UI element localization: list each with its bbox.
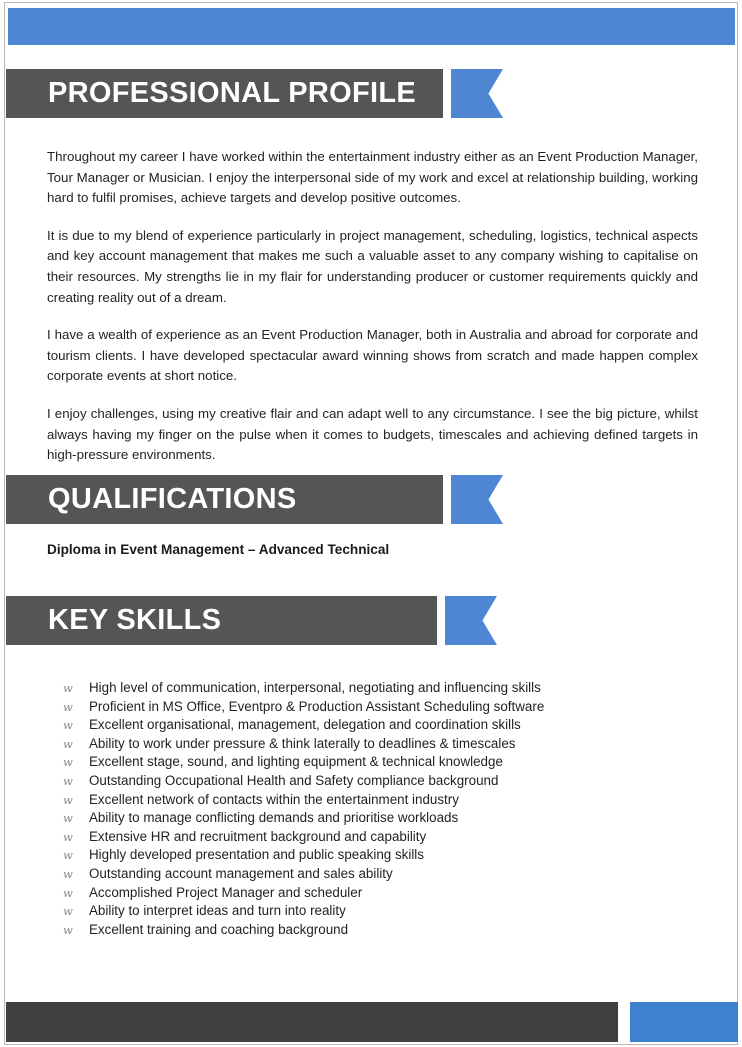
list-item <box>63 753 683 772</box>
profile-paragraph: Throughout my career I have worked within the entertainment industry either as an Event Production Manager, Tour Manager or Musician. I enjoy the interpersonal side of my work and excel at relationship building, working hard to fulfil promises, achieve targets and develop positive outcomes. <box>47 149 698 206</box>
ribbon-flag-icon <box>451 69 503 118</box>
section-title-key-skills: KEY SKILLS <box>48 604 222 636</box>
bullet-w-icon: w <box>63 792 73 807</box>
section-header-bar <box>6 69 443 118</box>
list-item <box>63 791 683 810</box>
skill-text: Ability to work under pressure & think laterally to deadlines & timescales <box>89 735 516 751</box>
profile-paragraph: I have a wealth of experience as an Event Production Manager, both in Australia and abroad for corporate and tourism clients. I have developed spectacular award winning shows from scratch and made happen complex corporate events at short notice. <box>47 327 698 384</box>
skill-text: Excellent training and coaching background <box>89 921 349 937</box>
profile-paragraph: I enjoy challenges, using my creative flair and can adapt well to any circumstance. I see the big picture, whilst always having my finger on the pulse when it comes to budgets, timescales and achieving defined targets in high-pressure environments. <box>47 406 698 463</box>
section-title-qualifications: QUALIFICATIONS <box>48 483 297 515</box>
bullet-w-icon: w <box>63 718 73 733</box>
ribbon-flag-icon <box>451 475 503 524</box>
skill-text: Extensive HR and recruitment background and capability <box>89 828 427 844</box>
list-item <box>63 679 683 698</box>
bullet-w-icon: w <box>63 904 73 919</box>
skill-text: Outstanding Occupational Health and Safety compliance background <box>89 772 499 788</box>
skill-text: Ability to interpret ideas and turn into reality <box>89 903 346 919</box>
bullet-w-icon: w <box>63 773 73 788</box>
skill-text: Proficient in MS Office, Eventpro & Production Assistant Scheduling software <box>89 698 545 714</box>
list-item <box>63 735 683 754</box>
bullet-w-icon: w <box>63 866 73 881</box>
bullet-w-icon: w <box>63 681 73 695</box>
bullet-w-icon: w <box>63 922 73 937</box>
list-item <box>63 921 683 940</box>
skill-text: Highly developed presentation and public speaking skills <box>89 847 424 863</box>
qualification-entry: Diploma in Event Management – Advanced Technical <box>47 542 390 557</box>
list-item <box>63 828 683 847</box>
section-header-bar <box>6 596 437 645</box>
list-item <box>63 698 683 717</box>
bullet-w-icon: w <box>63 755 73 770</box>
key-skills-list <box>63 679 683 939</box>
list-item <box>63 884 683 903</box>
bullet-w-icon: w <box>63 829 73 844</box>
list-item <box>63 772 683 791</box>
list-item <box>63 902 683 921</box>
skill-text: Excellent organisational, management, delegation and coordination skills <box>89 717 521 733</box>
list-item <box>63 846 683 865</box>
skill-text: Excellent stage, sound, and lighting equipment & technical knowledge <box>89 754 503 770</box>
profile-paragraph: It is due to my blend of experience particularly in project management, scheduling, logistics, technical aspects and key account management that makes me such a valuable asset to any company wishing to capitalise on their resources. My strengths lie in my flair for understanding producer or customer requirements quickly and creating reality out of a dream. <box>47 227 698 305</box>
section-header-professional-profile <box>6 69 503 118</box>
footer-dark-bar <box>6 1002 618 1042</box>
professional-profile-body <box>47 147 698 466</box>
section-header-qualifications <box>6 475 503 524</box>
skill-text: Outstanding account management and sales ability <box>89 865 393 881</box>
section-header-bar <box>6 475 443 524</box>
list-item <box>63 809 683 828</box>
footer-blue-block <box>630 1002 738 1042</box>
skill-text: High level of communication, interpersonal, negotiating and influencing skills <box>89 680 541 695</box>
section-header-key-skills <box>6 596 497 645</box>
section-title-professional-profile: PROFESSIONAL PROFILE <box>48 77 417 109</box>
skill-text: Excellent network of contacts within the entertainment industry <box>89 791 459 807</box>
bullet-w-icon: w <box>63 848 73 863</box>
ribbon-flag-icon <box>445 596 497 645</box>
list-item <box>63 865 683 884</box>
bullet-w-icon: w <box>63 811 73 826</box>
top-blue-banner <box>8 8 735 45</box>
skill-text: Ability to manage conflicting demands and prioritise workloads <box>89 810 459 826</box>
bullet-w-icon: w <box>63 885 73 900</box>
list-item <box>63 716 683 735</box>
skill-text: Accomplished Project Manager and scheduler <box>89 884 363 900</box>
bullet-w-icon: w <box>63 736 73 751</box>
bullet-w-icon: w <box>63 699 73 714</box>
